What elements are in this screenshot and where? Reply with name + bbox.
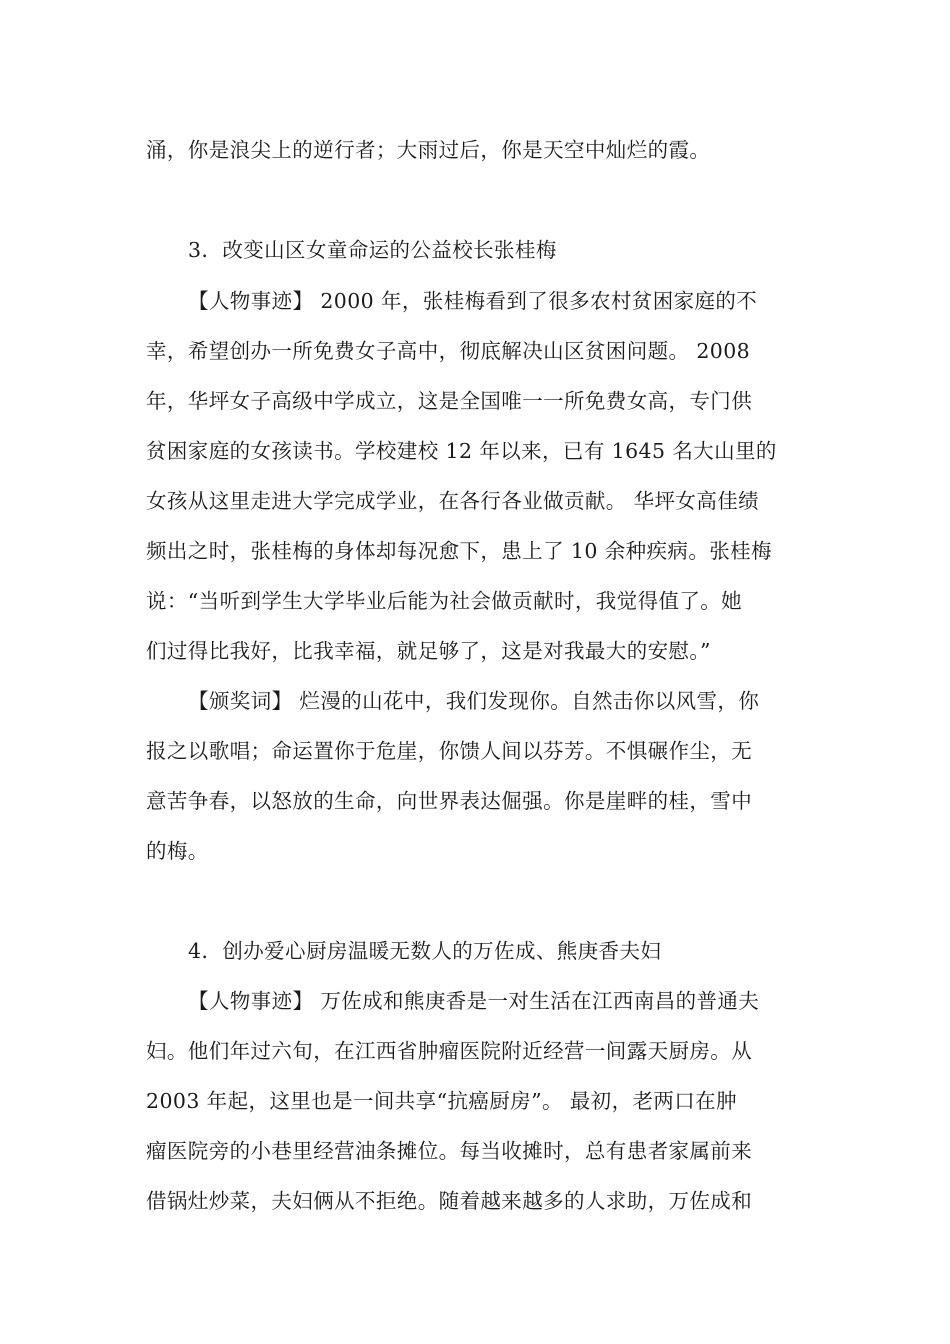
paragraph-line: 涌，你是浪尖上的逆行者；大雨过后，你是天空中灿烂的霞。 bbox=[146, 138, 711, 162]
paragraph-line: 【颁奖词】 烂漫的山花中，我们发现你。自然击你以风雪，你 bbox=[188, 689, 760, 713]
paragraph-line: 妇。他们年过六旬，在江西省肿瘤医院附近经营一间露天厨房。从 bbox=[146, 1039, 753, 1063]
paragraph-line: 的梅。 bbox=[146, 839, 209, 863]
paragraph-line: 意苦争春，以怒放的生命，向世界表达倔强。你是崖畔的桂，雪中 bbox=[146, 789, 753, 813]
paragraph-line: 【人物事迹】 万佐成和熊庚香是一对生活在江西南昌的普通夫 bbox=[188, 989, 760, 1013]
paragraph-line: 【人物事迹】 2000 年，张桂梅看到了很多农村贫困家庭的不 bbox=[188, 289, 758, 313]
paragraph-line: 瘤医院旁的小巷里经营油条摊位。每当收摊时，总有患者家属前来 bbox=[146, 1139, 753, 1163]
section-heading: 3．改变山区女童命运的公益校长张桂梅 bbox=[188, 238, 557, 262]
paragraph-line: 年，华坪女子高级中学成立，这是全国唯一一所免费女高，专门供 bbox=[146, 389, 753, 413]
paragraph-line: 2003 年起，这里也是一间共享“抗癌厨房”。 最初，老两口在肿 bbox=[146, 1089, 737, 1113]
paragraph-line: 报之以歌唱；命运置你于危崖，你馈人间以芬芳。不惧碾作尘，无 bbox=[146, 739, 753, 763]
paragraph-line: 们过得比我好，比我幸福，就足够了，这是对我最大的安慰。” bbox=[146, 639, 711, 663]
paragraph-line: 借锅灶炒菜，夫妇俩从不拒绝。随着越来越多的人求助，万佐成和 bbox=[146, 1189, 753, 1213]
section-heading: 4．创办爱心厨房温暖无数人的万佐成、熊庚香夫妇 bbox=[188, 939, 662, 963]
paragraph-line: 说：“当听到学生大学毕业后能为社会做贡献时，我觉得值了。她 bbox=[146, 589, 743, 613]
paragraph-line: 幸，希望创办一所免费女子高中，彻底解决山区贫困问题。 2008 bbox=[146, 339, 751, 363]
paragraph-line: 女孩从这里走进大学完成学业，在各行各业做贡献。 华坪女高佳绩 bbox=[146, 489, 760, 513]
paragraph-line: 贫困家庭的女孩读书。学校建校 12 年以来，已有 1645 名大山里的 bbox=[146, 439, 777, 463]
paragraph-line: 频出之时，张桂梅的身体却每况愈下，患上了 10 余种疾病。张桂梅 bbox=[146, 539, 772, 563]
